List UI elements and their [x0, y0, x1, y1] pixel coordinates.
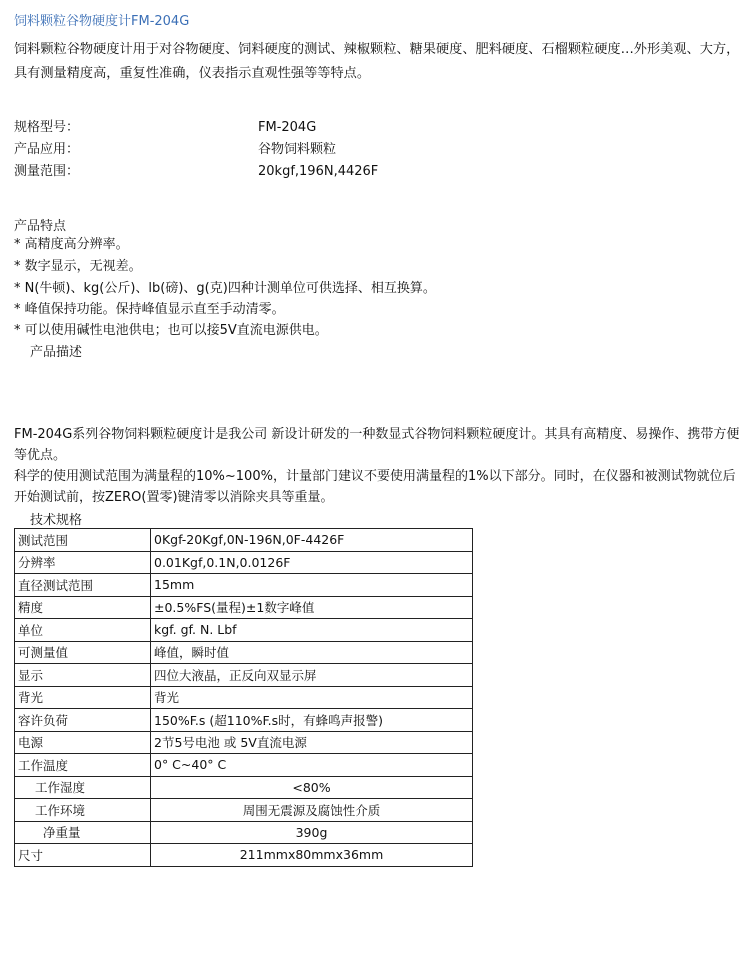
table-cell-value: 390g	[151, 821, 473, 844]
table-cell-value: ±0.5%FS(量程)±1数字峰值	[151, 596, 473, 619]
table-cell-label: 电源	[15, 731, 151, 754]
table-cell-value: 峰值，瞬时值	[151, 641, 473, 664]
table-row	[15, 731, 473, 754]
table-row	[15, 529, 473, 552]
page-title: 饲料颗粒谷物硬度计FM-204G	[14, 14, 190, 29]
table-cell-value: 0Kgf-20Kgf,0N-196N,0F-4426F	[151, 529, 473, 552]
table-cell-value: 2节5号电池 或 5V直流电源	[151, 731, 473, 754]
table-row	[15, 821, 473, 844]
table-cell-value: 211mmx80mmx36mm	[151, 844, 473, 867]
features-heading: 产品特点	[14, 219, 67, 234]
description-heading: 产品描述	[30, 345, 83, 360]
spec-value: 20kgf,196N,4426F	[258, 164, 379, 179]
table-cell-label: 背光	[15, 686, 151, 709]
spec-value: 谷物饲料颗粒	[258, 142, 337, 157]
table-row	[15, 709, 473, 732]
table-row	[15, 641, 473, 664]
table-cell-label: 显示	[15, 664, 151, 687]
description-paragraph: FM-204G系列谷物饲料颗粒硬度计是我公司 新设计研发的一种数显式谷物饲料颗粒硬度计。其具有高精度、易操作、携带方便等优点。	[14, 427, 740, 463]
table-cell-label: 工作环境	[15, 799, 151, 822]
table-cell-value: 150%F.s (超110%F.s时，有蜂鸣声报警)	[151, 709, 473, 732]
table-cell-label: 精度	[15, 596, 151, 619]
table-cell-label: 容许负荷	[15, 709, 151, 732]
table-cell-label: 工作湿度	[15, 776, 151, 799]
table-cell-label: 净重量	[15, 821, 151, 844]
table-cell-label: 工作温度	[15, 754, 151, 777]
tech-spec-heading: 技术规格	[30, 513, 83, 528]
table-cell-value: <80%	[151, 776, 473, 799]
table-row	[15, 776, 473, 799]
feature-item: * 数字显示，无视差。	[14, 259, 142, 274]
table-cell-value: 背光	[151, 686, 473, 709]
intro-paragraph: 饲料颗粒谷物硬度计用于对谷物硬度、饲料硬度的测试、辣椒颗粒、糖果硬度、肥料硬度、石榴颗粒硬度…外形美观、大方，具有测量精度高，重复性准确，仪表指示直观性强等等特点。	[14, 42, 740, 81]
table-cell-value: 周围无震源及腐蚀性介质	[151, 799, 473, 822]
table-cell-label: 可测量值	[15, 641, 151, 664]
spec-value: FM-204G	[258, 120, 317, 135]
table-row	[15, 754, 473, 777]
feature-item: * 峰值保持功能。保持峰值显示直至手动清零。	[14, 302, 285, 317]
spec-label: 测量范围：	[14, 164, 80, 179]
spec-label: 规格型号：	[14, 120, 80, 135]
table-cell-value: 15mm	[151, 574, 473, 597]
table-cell-label: 直径测试范围	[15, 574, 151, 597]
table-cell-value: 0.01Kgf,0.1N,0.0126F	[151, 551, 473, 574]
description-paragraph: 科学的使用测试范围为满量程的10%~100%，计量部门建议不要使用满量程的1%以下部分。同时，在仪器和被测试物就位后开始测试前，按ZERO(置零)键清零以消除夹具等重量。	[14, 469, 736, 505]
table-row	[15, 799, 473, 822]
table-cell-value: kgf. gf. N. Lbf	[151, 619, 473, 642]
table-row	[15, 551, 473, 574]
spec-label: 产品应用：	[14, 142, 80, 157]
table-cell-label: 尺寸	[15, 844, 151, 867]
table-row	[15, 664, 473, 687]
tech-spec-table	[14, 528, 473, 867]
table-row	[15, 574, 473, 597]
feature-item: * 高精度高分辨率。	[14, 237, 129, 252]
table-cell-label: 单位	[15, 619, 151, 642]
table-cell-value: 四位大液晶，正反向双显示屏	[151, 664, 473, 687]
table-cell-value: 0° C~40° C	[151, 754, 473, 777]
table-cell-label: 测试范围	[15, 529, 151, 552]
table-row	[15, 844, 473, 867]
table-row	[15, 619, 473, 642]
table-row	[15, 596, 473, 619]
table-row	[15, 686, 473, 709]
feature-item: * N(牛顿)、kg(公斤)、lb(磅)、g(克)四种计测单位可供选择、相互换算。	[14, 281, 436, 296]
table-cell-label: 分辨率	[15, 551, 151, 574]
feature-item: * 可以使用碱性电池供电；也可以接5V直流电源供电。	[14, 323, 328, 338]
